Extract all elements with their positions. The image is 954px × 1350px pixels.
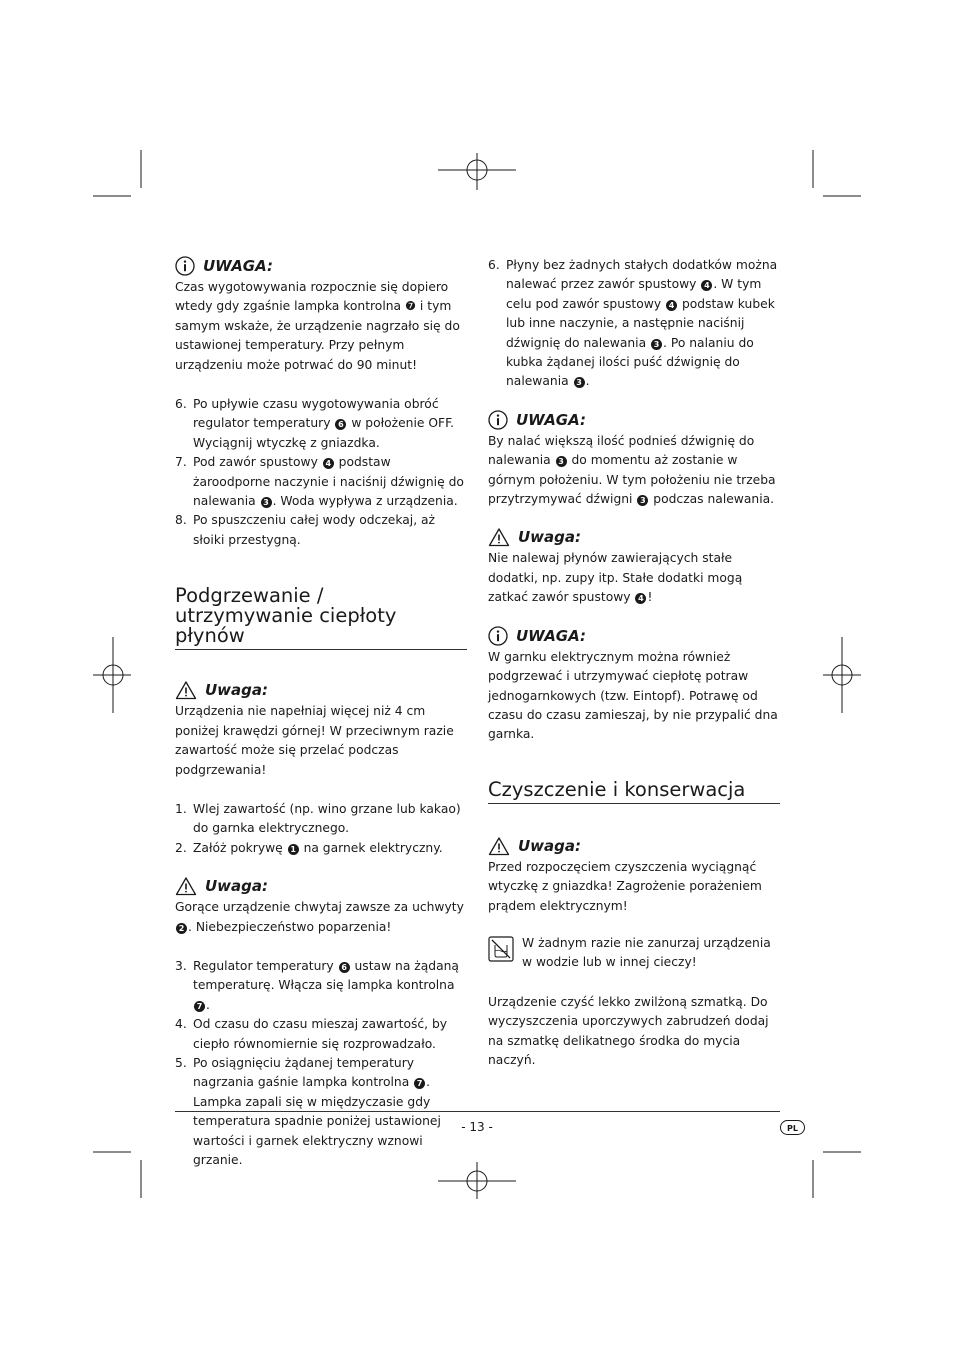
info-icon <box>488 410 508 430</box>
info-icon <box>488 626 508 646</box>
note-text: W garnku elektrycznym można również podgrzewać i utrzymywać ciepłotę potraw jednogarnkowych (tzw. Eintopf). Potrawę od czasu do czasu zamieszaj, by nie przypalić dna garnka. <box>488 649 778 742</box>
right-column <box>488 256 780 1070</box>
note-title: Uwaga: <box>518 528 582 547</box>
warning-note <box>488 527 780 607</box>
note-text: Przed rozpoczęciem czyszczenia wyciągnąć wtyczkę z gniazdka! Zagrożenie porażeniem prądem elektrycznym! <box>488 859 762 913</box>
immersion-text: W żadnym razie nie zanurzaj urządzenia w wodzie lub w innej cieczy! <box>522 935 771 970</box>
left-column <box>175 256 467 1170</box>
steps-list <box>488 256 780 392</box>
part-marker: 7 <box>194 1001 205 1012</box>
note-text: Urządzenia nie napełniaj więcej niż 4 cm poniżej krawędzi górnej! W przeciwnym razie zawartość może się przelać podczas podgrzewania! <box>175 704 454 777</box>
warning-icon <box>175 876 197 896</box>
note-text: By nalać większą ilość podnieś dźwignię do nalewania 3 do momentu aż zostanie w górnym położeniu. W tym położeniu nie trzeba przytrzymywać dźwigni 3 podczas nalewania. <box>488 433 776 507</box>
part-marker: 6 <box>335 419 346 430</box>
registration-target-top <box>438 153 516 190</box>
part-marker: 4 <box>323 458 334 469</box>
page-number: - 13 - <box>461 1120 493 1134</box>
note-text: Gorące urządzenie chwytaj zawsze za uchwyty 2 . Niebezpieczeństwo poparzenia! <box>175 900 464 934</box>
list-item: 4. Od czasu do czasu mieszaj zawartość, by ciepło równomiernie się rozprowadzało. <box>175 1017 448 1051</box>
part-marker: 3 <box>261 497 272 508</box>
cleaning-text: Urządzenie czyść lekko zwilżoną szmatką. Do wyczyszczenia uporczywych zabrudzeń dodaj na szmatkę delikatnego środka do mycia naczyń. <box>488 994 769 1067</box>
note-text: Czas wygotowywania rozpocznie się dopiero wtedy gdy zgaśnie lampka kontrolna ❼ i tym samym wskaże, że urządzenie nagrzało się do ustawionej temperatury. Przy pełnym urządzeniu może potrwać do 90 minut! <box>175 280 460 372</box>
list-item: 7. Pod zawór spustowy 4 podstaw żaroodporne naczynie i naciśnij dźwignię do nalewania 3 . Woda wypływa z urządzenia. <box>175 455 464 509</box>
note-title: UWAGA: <box>516 626 586 645</box>
note-title: Uwaga: <box>205 681 269 700</box>
part-marker: 3 <box>574 377 585 388</box>
language-badge: PL <box>780 1120 805 1135</box>
list-item: 8. Po spuszczeniu całej wody odczekaj, aż słoiki przestygną. <box>175 513 435 547</box>
note-title: Uwaga: <box>518 836 582 855</box>
info-note <box>175 256 467 375</box>
list-item: 2. Załóż pokrywę 1 na garnek elektryczny. <box>175 840 443 855</box>
part-marker: 2 <box>176 923 187 934</box>
warning-icon <box>175 680 197 700</box>
no-immersion-icon <box>488 936 514 962</box>
warning-note <box>175 680 467 780</box>
part-marker: 3 <box>556 456 567 467</box>
info-note <box>488 410 780 510</box>
warning-note <box>175 876 467 937</box>
warning-icon <box>488 527 510 547</box>
warning-icon <box>488 836 510 856</box>
steps-list <box>175 957 467 1170</box>
note-title: UWAGA: <box>203 257 273 275</box>
registration-target-left <box>93 637 131 713</box>
note-title: UWAGA: <box>516 410 586 429</box>
part-marker: 4 <box>701 280 712 291</box>
part-marker: 4 <box>635 593 646 604</box>
steps-list <box>175 395 467 550</box>
registration-target-right <box>823 637 861 713</box>
section-heading: Czyszczenie i konserwacja <box>488 780 780 804</box>
part-marker: 1 <box>288 844 299 855</box>
part-marker: 7 <box>414 1078 425 1089</box>
part-marker: 6 <box>339 962 350 973</box>
warning-note <box>488 836 780 916</box>
part-marker: 3 <box>637 495 648 506</box>
list-item: 6. Po upływie czasu wygotowywania obróć regulator temperatury 6 w położenie OFF. Wyciągnij wtyczkę z gniazdka. <box>175 397 455 450</box>
part-marker: 4 <box>666 300 677 311</box>
footer-rule <box>175 1111 780 1112</box>
info-note <box>488 626 780 745</box>
section-heading: Podgrzewanie / utrzymywanie ciepłoty płynów <box>175 586 467 650</box>
list-item: 6. Płyny bez żadnych stałych dodatków można nalewać przez zawór spustowy 4 . W tym celu pod zawór spustowy 4 podstaw kubek lub inne naczynie, a następnie naciśnij dźwignię do nalewania 3 . Po nalaniu do kubka żądanej ilości puść dźwignię do nalewania 3 . <box>488 258 778 389</box>
list-item: 5. Po osiągnięciu żądanej temperatury nagrzania gaśnie lampka kontrolna 7 . Lampka zapali się w międzyczasie gdy temperatura spadnie poniżej ustawionej wartości i garnek elektryczny wznowi grzanie. <box>175 1055 441 1167</box>
part-marker: 3 <box>651 339 662 350</box>
steps-list <box>175 800 467 858</box>
note-text: Nie nalewaj płynów zawierających stałe dodatki, np. zupy itp. Stałe dodatki mogą zatkać zawór spustowy 4 ! <box>488 551 743 605</box>
note-title: Uwaga: <box>205 877 269 896</box>
no-immersion-note <box>488 934 780 973</box>
list-item: 1. Wlej zawartość (np. wino grzane lub kakao) do garnka elektrycznego. <box>175 801 461 836</box>
info-icon <box>175 256 195 276</box>
list-item: 3. Regulator temperatury 6 ustaw na żądaną temperaturę. Włącza się lampka kontrolna 7 . <box>175 958 459 1012</box>
